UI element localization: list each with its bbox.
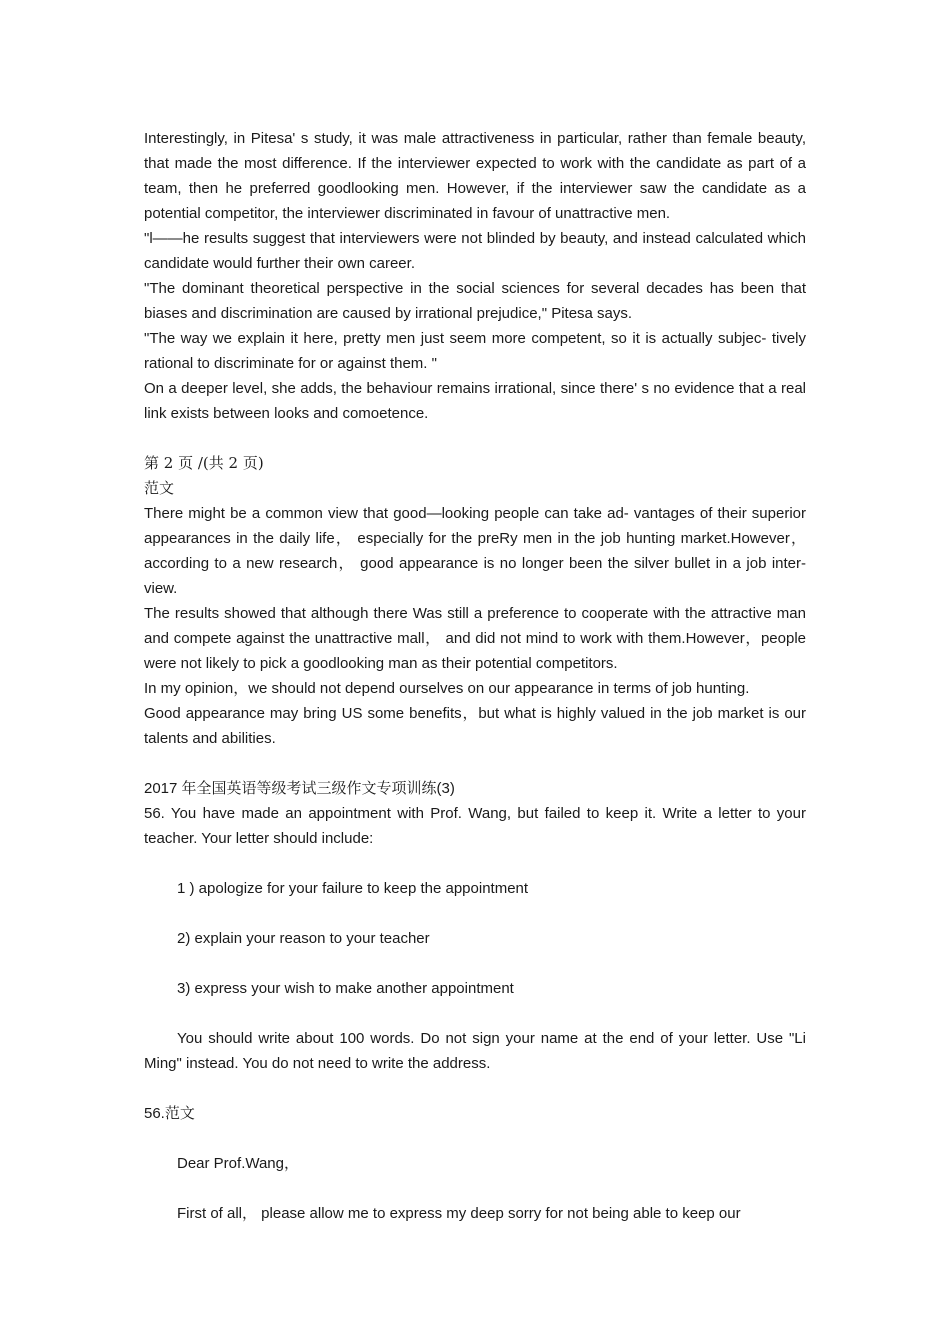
spacer — [144, 951, 806, 976]
paragraph-dominant-perspective: "The dominant theoretical perspective in the social sciences for several decades has been that biases and discrimination are caused by irrational prejudice," Pitesa says. — [144, 280, 806, 322]
essay-instructions: You should write about 100 words. Do not sign your name at the end of your letter. Use "Li Ming" instead. You do not need to write the address. — [144, 1030, 806, 1072]
answer-label: 56.范文 — [144, 1105, 195, 1122]
letter-opening: First of all， please allow me to express my deep sorry for not being able to keep our — [177, 1205, 741, 1222]
spacer — [144, 1126, 806, 1151]
paragraph-pretty-men-quote: "The way we explain it here, pretty men just seem more competent, so it is actually subjec- tively rational to discriminate for or against them. " — [144, 330, 806, 372]
paragraph-deeper-level: On a deeper level, she adds, the behaviour remains irrational, since there' s no evidence that a real link exists between looks and comoetence. — [144, 380, 806, 422]
spacer — [144, 1176, 806, 1201]
section-title: 2017 年全国英语等级考试三级作文专项训练(3) — [144, 780, 455, 797]
paragraph-results-suggest: "l——he results suggest that interviewers were not blinded by beauty, and instead calculated which candidate would further their own career. — [144, 230, 806, 272]
spacer — [144, 901, 806, 926]
requirement-item-2: 2) explain your reason to your teacher — [177, 930, 430, 947]
document-page — [144, 126, 806, 1226]
spacer — [144, 1001, 806, 1026]
spacer — [144, 1076, 806, 1101]
model-essay-label: 范文 — [144, 479, 175, 497]
paragraph-pitesa-study: Interestingly, in Pitesa' s study, it was male attractiveness in particular, rather than female beauty, that made the most difference. If the interviewer expected to work with the candidate as part of a team, then he preferred goodlooking men. However, if the interviewer saw the candidate as a potential competitor, the interviewer discriminated in favour of unattractive men. — [144, 130, 806, 222]
spacer — [144, 751, 806, 776]
requirement-item-3: 3) express your wish to make another appointment — [177, 980, 514, 997]
paragraph-my-opinion: In my opinion，we should not depend ourselves on our appearance in terms of job hunting. — [144, 680, 750, 697]
paragraph-good-appearance: Good appearance may bring US some benefits，but what is highly valued in the job market is our talents and abilities. — [144, 705, 806, 747]
paragraph-results-showed: The results showed that although there Was still a preference to cooperate with the attractive man and compete against the unattractive mall， and did not mind to work with them.However，people were not likely to pick a goodlooking man as their potential competitors. — [144, 605, 806, 672]
letter-salutation: Dear Prof.Wang， — [177, 1155, 299, 1172]
spacer — [144, 426, 806, 451]
requirement-item-1: 1 ) apologize for your failure to keep the appointment — [177, 880, 529, 897]
spacer — [144, 851, 806, 876]
page-marker: 第 2 页 /(共 2 页) — [144, 454, 264, 472]
paragraph-common-view: There might be a common view that good—looking people can take ad- vantages of their superior appearances in the daily life， especially for the preRy men in the job hunting market.However， according to a new research， good appearance is no longer been the silver bullet in a job inter-view. — [144, 505, 806, 597]
essay-prompt: 56. You have made an appointment with Prof. Wang, but failed to keep it. Write a letter to your teacher. Your letter should include: — [144, 805, 806, 847]
